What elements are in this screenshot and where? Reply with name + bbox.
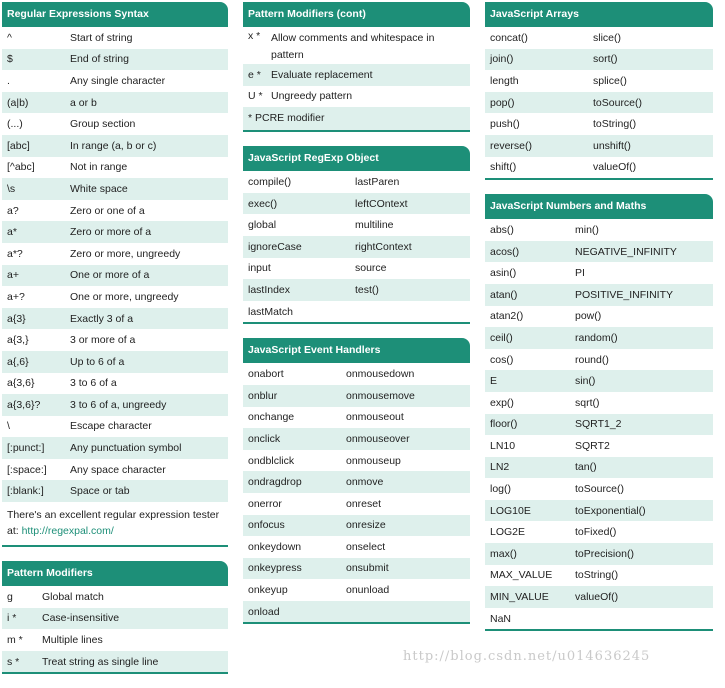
cell-key: . (7, 74, 10, 87)
cell-key: concat() (490, 31, 528, 44)
cell-key: onfocus (248, 519, 285, 532)
table-row (2, 178, 228, 200)
cell-value: Start of string (70, 31, 133, 44)
table-row (2, 265, 228, 287)
table-row (485, 157, 713, 179)
cell-value: NEGATIVE_INFINITY (575, 245, 677, 258)
cell-value: tan() (575, 461, 597, 474)
cell-value: onmousemove (346, 389, 415, 402)
table-row (243, 86, 470, 108)
cell-value: SQRT1_2 (575, 418, 622, 431)
table-row (2, 70, 228, 92)
cell-value: toString() (593, 118, 637, 131)
cell-key: onkeyup (248, 584, 288, 597)
table-row (243, 428, 470, 450)
js-events-panel (243, 338, 470, 624)
cell-key: a{,6} (7, 355, 29, 368)
regex-syntax-title: Regular Expressions Syntax (2, 2, 228, 27)
cell-key: \s (7, 182, 16, 195)
js-numbers-panel (485, 194, 713, 631)
cell-value: toString() (575, 569, 619, 582)
cell-key: ^ (7, 31, 12, 44)
pattern-modifiers-cont-title: Pattern Modifiers (cont) (243, 2, 470, 27)
cell-key: length (490, 74, 519, 87)
table-row (243, 471, 470, 493)
cell-value: onmouseout (346, 411, 404, 424)
js-regexp-panel (243, 146, 470, 324)
table-row (243, 301, 470, 323)
cell-key: input (248, 262, 271, 275)
cell-key: acos() (490, 245, 520, 258)
table-row (2, 92, 228, 114)
table-row (485, 70, 713, 92)
cell-key: MAX_VALUE (490, 569, 553, 582)
cell-value: 3 to 6 of a (70, 377, 117, 390)
cell-value: 3 to 6 of a, ungreedy (70, 398, 167, 411)
table-row (2, 243, 228, 265)
table-row (485, 262, 713, 284)
cell-key: NaN (490, 612, 512, 625)
table-row (2, 373, 228, 395)
cell-value: Zero or more, ungreedy (70, 247, 181, 260)
table-row (485, 414, 713, 436)
cell-value: onunload (346, 584, 390, 597)
cell-key: global (248, 219, 277, 232)
table-row (243, 171, 470, 193)
cell-key: log() (490, 483, 512, 496)
cell-value: onselect (346, 540, 386, 553)
cell-key: max() (490, 547, 517, 560)
cell-key: lastMatch (248, 305, 293, 318)
table-row (485, 608, 713, 630)
cell-key: onkeydown (248, 540, 302, 553)
table-row (2, 286, 228, 308)
cell-key: s * (7, 655, 20, 668)
table-row (485, 392, 713, 414)
pattern-modifiers-title: Pattern Modifiers (2, 561, 228, 586)
cell-value: Any space character (70, 463, 166, 476)
table-row (2, 200, 228, 222)
cell-key: pop() (490, 96, 515, 109)
cell-value: One or more of a (70, 269, 150, 282)
table-row (2, 157, 228, 179)
regex-tester-note (2, 502, 228, 545)
cell-value: toPrecision() (575, 547, 634, 560)
table-row (243, 493, 470, 515)
cell-value: onmousedown (346, 368, 415, 381)
cell-key: onclick (248, 432, 281, 445)
cell-value: Evaluate replacement (271, 68, 373, 81)
cell-key: push() (490, 118, 520, 131)
pattern-modifiers-cont-panel (243, 2, 470, 132)
pcre-note: * PCRE modifier (243, 107, 470, 130)
table-row (2, 608, 228, 630)
cell-key: e * (248, 68, 261, 81)
cell-key: cos() (490, 353, 514, 366)
js-arrays-panel (485, 2, 713, 180)
cell-value: slice() (593, 31, 621, 44)
cell-key: abs() (490, 223, 514, 236)
table-row (2, 27, 228, 49)
cell-value: round() (575, 353, 609, 366)
cell-value: onsubmit (346, 562, 389, 575)
table-row (2, 586, 228, 608)
cell-value: Treat string as single line (42, 655, 159, 668)
table-row (485, 27, 713, 49)
cell-value: leftCOntext (355, 197, 408, 210)
cell-key: LN10 (490, 439, 516, 452)
cell-key: i * (7, 612, 17, 625)
cell-value: PI (575, 267, 585, 280)
cell-value: Zero or one of a (70, 204, 145, 217)
cell-key: a{3} (7, 312, 26, 325)
cell-key: x * (248, 30, 261, 42)
table-row (2, 459, 228, 481)
table-row (2, 113, 228, 135)
table-row (243, 407, 470, 429)
table-row (485, 219, 713, 241)
cell-value: a or b (70, 96, 97, 109)
cell-key: [:space:] (7, 463, 47, 476)
cell-key: (a|b) (7, 96, 29, 109)
cell-value: sqrt() (575, 396, 600, 409)
table-row (243, 279, 470, 301)
table-row (485, 435, 713, 457)
table-row (485, 135, 713, 157)
cell-value: toSource() (575, 483, 625, 496)
table-row (485, 457, 713, 479)
cell-value: Any single character (70, 74, 166, 87)
table-row (243, 579, 470, 601)
cell-value: POSITIVE_INFINITY (575, 288, 674, 301)
table-row (485, 349, 713, 371)
cell-value: onmove (346, 476, 384, 489)
table-row (485, 241, 713, 263)
cell-key: a*? (7, 247, 23, 260)
cell-value: valueOf() (593, 161, 637, 174)
cell-key: (...) (7, 118, 23, 131)
cell-value: test() (355, 283, 379, 296)
cell-key: $ (7, 53, 13, 66)
table-row (243, 27, 470, 64)
pattern-modifiers-panel (2, 561, 228, 674)
cell-key: exec() (248, 197, 278, 210)
cell-key: a* (7, 226, 17, 239)
js-regexp-title: JavaScript RegExp Object (243, 146, 470, 171)
cell-key: a? (7, 204, 19, 217)
table-row (2, 329, 228, 351)
cell-key: onabort (248, 368, 284, 381)
cell-value: 3 or more of a (70, 334, 136, 347)
cell-value: Group section (70, 118, 136, 131)
cell-value: toSource() (593, 96, 643, 109)
table-row (2, 308, 228, 330)
table-row (2, 135, 228, 157)
watermark: http://blog.csdn.net/u014636245 (403, 649, 651, 664)
js-regexp-table (243, 171, 470, 322)
regex-tester-note-text: There's an excellent regular expression tester at: (7, 509, 220, 538)
regex-syntax-table (2, 27, 228, 502)
table-row (243, 558, 470, 580)
regex-syntax-panel (2, 2, 228, 547)
table-row (485, 113, 713, 135)
js-arrays-table (485, 27, 713, 178)
cell-key: join() (490, 53, 514, 66)
cell-value: Zero or more of a (70, 226, 152, 239)
cell-value: Ungreedy pattern (271, 90, 353, 103)
cell-key: [:blank:] (7, 485, 44, 498)
cell-value: onmouseup (346, 454, 401, 467)
cell-value: rightContext (355, 240, 412, 253)
cell-value: Exactly 3 of a (70, 312, 134, 325)
table-row (243, 236, 470, 258)
cell-value: End of string (70, 53, 129, 66)
cell-value: valueOf() (575, 591, 619, 604)
table-row (485, 49, 713, 71)
cell-value: In range (a, b or c) (70, 139, 157, 152)
cell-key: onblur (248, 389, 278, 402)
table-row (485, 370, 713, 392)
table-row (2, 221, 228, 243)
cell-key: ignoreCase (248, 240, 302, 253)
cell-value: Allow comments and whitespace in pattern (271, 32, 435, 61)
table-row (485, 521, 713, 543)
cell-key: reverse() (490, 139, 533, 152)
cell-key: onchange (248, 411, 295, 424)
cell-key: asin() (490, 267, 517, 280)
cell-value: onmouseover (346, 432, 410, 445)
table-row (485, 500, 713, 522)
js-numbers-title: JavaScript Numbers and Maths (485, 194, 713, 219)
cell-key: exp() (490, 396, 514, 409)
table-row (243, 64, 470, 86)
cell-value: Escape character (70, 420, 152, 433)
cell-key: ondragdrop (248, 476, 302, 489)
cell-value: unshift() (593, 139, 631, 152)
column-left (2, 2, 228, 688)
regexpal-link[interactable]: http://regexpal.com/ (21, 525, 114, 538)
cell-value: Up to 6 of a (70, 355, 125, 368)
cell-key: ceil() (490, 331, 513, 344)
table-row (485, 586, 713, 608)
table-row (2, 394, 228, 416)
cell-value: pow() (575, 310, 602, 323)
table-row (2, 437, 228, 459)
cell-value: sort() (593, 53, 618, 66)
js-arrays-title: JavaScript Arrays (485, 2, 713, 27)
cell-key: ondblclick (248, 454, 295, 467)
table-row (243, 536, 470, 558)
table-row (485, 284, 713, 306)
table-row (485, 565, 713, 587)
table-row (243, 450, 470, 472)
cell-key: a{3,6} (7, 377, 35, 390)
cell-key: floor() (490, 418, 518, 431)
cell-key: m * (7, 634, 23, 647)
js-numbers-table (485, 219, 713, 629)
cell-value: White space (70, 182, 128, 195)
cell-key: [:punct:] (7, 442, 45, 455)
cell-key: [abc] (7, 139, 30, 152)
cell-key: atan2() (490, 310, 524, 323)
table-row (485, 478, 713, 500)
cell-value: Space or tab (70, 485, 130, 498)
table-row (2, 49, 228, 71)
cell-value: Global match (42, 590, 104, 603)
table-row (2, 629, 228, 651)
cell-value: toExponential() (575, 504, 646, 517)
cell-key: LOG2E (490, 526, 526, 539)
cell-value: multiline (355, 219, 394, 232)
cell-key: a+? (7, 290, 25, 303)
cell-value: min() (575, 223, 599, 236)
cell-key: a+ (7, 269, 19, 282)
cell-key: compile() (248, 175, 292, 188)
pattern-modifiers-table (2, 586, 228, 672)
table-row (485, 306, 713, 328)
cell-key: g (7, 590, 13, 603)
column-middle (243, 2, 470, 638)
cell-value: One or more, ungreedy (70, 290, 179, 303)
cell-key: a{3,} (7, 334, 29, 347)
cell-key: LN2 (490, 461, 510, 474)
table-row (243, 258, 470, 280)
cell-key: a{3,6}? (7, 398, 41, 411)
cell-key: onkeypress (248, 562, 302, 575)
cell-key: onerror (248, 497, 282, 510)
cell-key: U * (248, 90, 263, 103)
js-events-table (243, 363, 470, 622)
table-row (243, 214, 470, 236)
cell-value: sin() (575, 375, 596, 388)
cell-key: LOG10E (490, 504, 531, 517)
table-row (243, 193, 470, 215)
table-row (243, 515, 470, 537)
column-right (485, 2, 713, 645)
table-row (2, 416, 228, 438)
cell-value: Not in range (70, 161, 128, 174)
table-row (485, 543, 713, 565)
cell-key: atan() (490, 288, 518, 301)
cell-value: Any punctuation symbol (70, 442, 182, 455)
table-row (243, 385, 470, 407)
cell-value: SQRT2 (575, 439, 610, 452)
cell-value: random() (575, 331, 618, 344)
cell-key: lastIndex (248, 283, 291, 296)
cell-value: splice() (593, 74, 627, 87)
cell-key: onload (248, 605, 280, 618)
table-row (485, 327, 713, 349)
js-events-title: JavaScript Event Handlers (243, 338, 470, 363)
cell-key: E (490, 375, 498, 388)
cell-value: toFixed() (575, 526, 617, 539)
table-row (2, 351, 228, 373)
cell-value: Multiple lines (42, 634, 103, 647)
table-row (243, 363, 470, 385)
pattern-modifiers-cont-table (243, 27, 470, 107)
cell-key: [^abc] (7, 161, 35, 174)
table-row (243, 601, 470, 623)
table-row (2, 480, 228, 502)
cell-value: lastParen (355, 175, 400, 188)
cell-key: \ (7, 420, 10, 433)
cell-value: onresize (346, 519, 386, 532)
cell-value: onreset (346, 497, 382, 510)
cell-key: shift() (490, 161, 517, 174)
cell-value: source (355, 262, 387, 275)
cell-value: Case-insensitive (42, 612, 120, 625)
cell-key: MIN_VALUE (490, 591, 549, 604)
table-row (2, 651, 228, 673)
table-row (485, 92, 713, 114)
